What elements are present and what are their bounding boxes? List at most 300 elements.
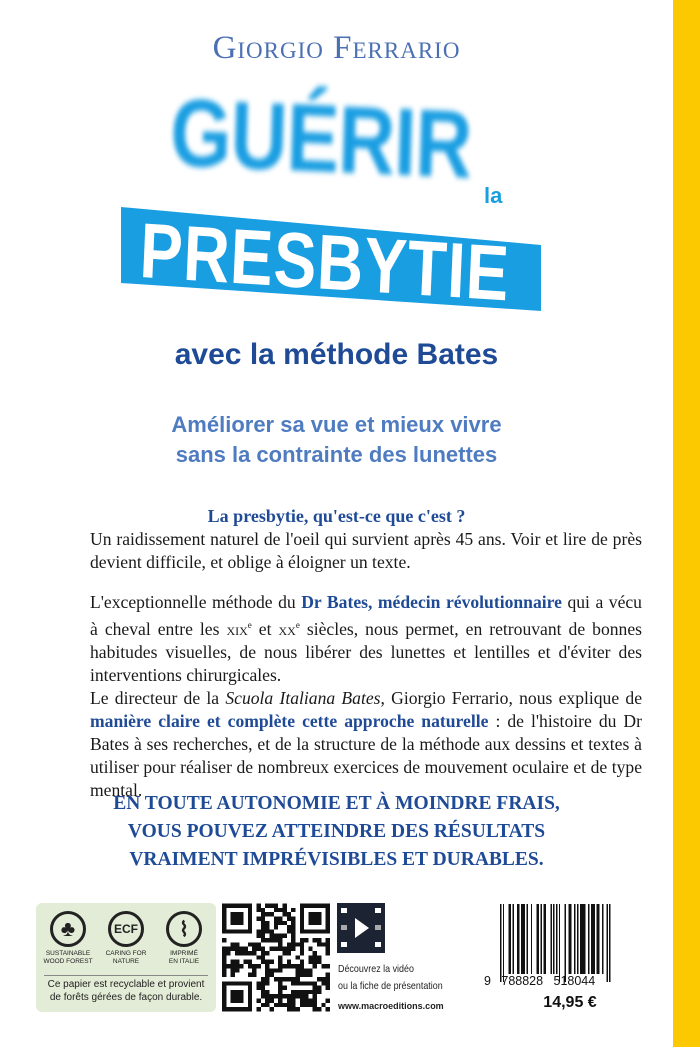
qr-module bbox=[244, 904, 248, 908]
century-numeral: xix bbox=[226, 618, 248, 639]
qr-module bbox=[278, 916, 282, 920]
qr-module bbox=[257, 981, 261, 985]
qr-module bbox=[304, 968, 308, 972]
qr-module bbox=[244, 981, 248, 985]
qr-module bbox=[291, 934, 295, 938]
qr-module bbox=[313, 938, 317, 942]
qr-module bbox=[295, 977, 299, 981]
qr-module bbox=[265, 999, 269, 1003]
qr-module bbox=[239, 1007, 243, 1011]
qr-module bbox=[313, 921, 317, 925]
qr-module bbox=[313, 955, 317, 959]
qr-module bbox=[274, 1003, 278, 1007]
qr-module bbox=[278, 960, 282, 964]
qr-module bbox=[317, 904, 321, 908]
qr-module bbox=[326, 912, 330, 916]
qr-module bbox=[239, 947, 243, 951]
qr-module bbox=[274, 916, 278, 920]
qr-module bbox=[226, 904, 230, 908]
qr-module bbox=[222, 908, 226, 912]
qr-module bbox=[282, 947, 286, 951]
qr-module bbox=[252, 951, 256, 955]
qr-module bbox=[282, 934, 286, 938]
qr-module bbox=[265, 951, 269, 955]
century-numeral: xx bbox=[278, 618, 296, 639]
badge-label: EN ITALIE bbox=[168, 957, 200, 965]
qr-module bbox=[257, 999, 261, 1003]
qr-module bbox=[222, 981, 226, 985]
qr-module bbox=[313, 1003, 317, 1007]
barcode-bar bbox=[591, 904, 595, 974]
qr-module bbox=[282, 977, 286, 981]
qr-module bbox=[248, 921, 252, 925]
qr-module bbox=[274, 968, 278, 972]
qr-module bbox=[239, 981, 243, 985]
qr-module bbox=[291, 938, 295, 942]
video-film-icon[interactable] bbox=[337, 903, 385, 953]
qr-module bbox=[308, 973, 312, 977]
qr-module bbox=[270, 968, 274, 972]
qr-module bbox=[226, 947, 230, 951]
qr-module bbox=[222, 921, 226, 925]
qr-module bbox=[265, 960, 269, 964]
barcode-bar bbox=[500, 904, 501, 982]
qr-module bbox=[308, 916, 312, 920]
qr-module bbox=[326, 999, 330, 1003]
qr-module bbox=[222, 912, 226, 916]
badge-label: WOOD FOREST bbox=[43, 957, 93, 965]
qr-module bbox=[287, 1003, 291, 1007]
qr-module bbox=[270, 904, 274, 908]
qr-module bbox=[291, 994, 295, 998]
qr-module bbox=[244, 960, 248, 964]
qr-module bbox=[265, 973, 269, 977]
qr-module bbox=[270, 912, 274, 916]
qr-module bbox=[308, 904, 312, 908]
qr-module bbox=[291, 921, 295, 925]
qr-module bbox=[308, 929, 312, 933]
barcode-bar bbox=[574, 904, 575, 974]
qr-module bbox=[248, 960, 252, 964]
qr-module bbox=[248, 951, 252, 955]
qr-module bbox=[317, 955, 321, 959]
qr-module bbox=[287, 960, 291, 964]
qr-module bbox=[222, 986, 226, 990]
subtitle: avec la méthode Bates bbox=[174, 338, 499, 371]
title-line2: PRESBYTIE bbox=[138, 205, 512, 318]
qr-module bbox=[300, 921, 304, 925]
qr-module bbox=[291, 977, 295, 981]
title-connector: la bbox=[484, 183, 503, 208]
qr-module bbox=[244, 947, 248, 951]
qr-module bbox=[278, 981, 282, 985]
superscript: e bbox=[295, 620, 300, 630]
qr-module bbox=[308, 990, 312, 994]
qr-module bbox=[313, 951, 317, 955]
qr-module bbox=[248, 908, 252, 912]
qr-module bbox=[244, 951, 248, 955]
qr-module bbox=[252, 964, 256, 968]
qr-module bbox=[235, 981, 239, 985]
qr-module bbox=[248, 916, 252, 920]
tagline-line: sans la contrainte des lunettes bbox=[175, 442, 498, 467]
badge-ecf bbox=[98, 911, 154, 965]
qr-module bbox=[222, 968, 226, 972]
qr-module bbox=[270, 929, 274, 933]
isbn-number: 9 788828 518044 bbox=[484, 974, 596, 988]
qr-module bbox=[295, 981, 299, 985]
qr-module bbox=[274, 925, 278, 929]
qr-module bbox=[321, 929, 325, 933]
closing-line: VOUS POUVEZ ATTEINDRE DES RÉSULTATS bbox=[127, 821, 546, 842]
qr-module bbox=[321, 942, 325, 946]
qr-module bbox=[231, 912, 235, 916]
qr-module bbox=[282, 921, 286, 925]
barcode-bar bbox=[588, 904, 589, 974]
qr-module bbox=[222, 929, 226, 933]
qr-module bbox=[300, 994, 304, 998]
qr-module bbox=[235, 929, 239, 933]
qr-module bbox=[239, 990, 243, 994]
qr-module bbox=[304, 929, 308, 933]
qr-module bbox=[287, 925, 291, 929]
qr-module bbox=[257, 947, 261, 951]
barcode-bar bbox=[508, 904, 511, 974]
qr-module bbox=[239, 921, 243, 925]
qr-module bbox=[226, 1007, 230, 1011]
qr-module bbox=[261, 951, 265, 955]
qr-module bbox=[270, 938, 274, 942]
qr-module bbox=[304, 904, 308, 908]
qr-module bbox=[231, 1007, 235, 1011]
qr-module bbox=[326, 1007, 330, 1011]
qr-module bbox=[235, 947, 239, 951]
badge-label: IMPRIMÉ bbox=[170, 950, 198, 957]
qr-module bbox=[248, 964, 252, 968]
qr-module bbox=[313, 1007, 317, 1011]
qr-module bbox=[265, 981, 269, 985]
qr-module bbox=[274, 938, 278, 942]
qr-module bbox=[265, 925, 269, 929]
qr-module bbox=[252, 942, 256, 946]
ecf-icon: ECF bbox=[108, 911, 144, 947]
qr-module bbox=[304, 973, 308, 977]
qr-module bbox=[291, 999, 295, 1003]
qr-module bbox=[317, 986, 321, 990]
qr-module bbox=[278, 999, 282, 1003]
qr-module bbox=[261, 908, 265, 912]
qr-module bbox=[291, 1003, 295, 1007]
text: Le directeur de la bbox=[90, 687, 226, 708]
qr-module bbox=[248, 981, 252, 985]
qr-module bbox=[278, 908, 282, 912]
qr-module bbox=[287, 912, 291, 916]
qr-module bbox=[274, 994, 278, 998]
qr-module bbox=[300, 912, 304, 916]
qr-module bbox=[278, 955, 282, 959]
title-line1: GUÉRIR bbox=[168, 78, 474, 199]
section-question: La presbytie, qu'est-ce que c'est ? bbox=[207, 506, 466, 526]
qr-module bbox=[257, 955, 261, 959]
qr-module bbox=[282, 994, 286, 998]
badge-label: SUSTAINABLE bbox=[45, 950, 91, 957]
barcode-bar bbox=[606, 904, 607, 982]
qr-module bbox=[313, 990, 317, 994]
text: , Giorgio Ferrario, nous explique de bbox=[380, 687, 643, 708]
qr-module bbox=[278, 994, 282, 998]
qr-module bbox=[295, 955, 299, 959]
qr-module bbox=[235, 942, 239, 946]
tagline bbox=[0, 410, 673, 470]
qr-module bbox=[295, 942, 299, 946]
qr-module bbox=[226, 964, 230, 968]
eco-label-box bbox=[36, 903, 216, 1012]
qr-module bbox=[252, 968, 256, 972]
qr-module bbox=[252, 947, 256, 951]
qr-module bbox=[248, 912, 252, 916]
qr-module bbox=[317, 912, 321, 916]
qr-module bbox=[326, 951, 330, 955]
qr-module bbox=[274, 977, 278, 981]
qr-module bbox=[222, 1007, 226, 1011]
author-name: Giorgio Ferrario bbox=[212, 30, 461, 66]
qr-module bbox=[278, 921, 282, 925]
qr-module bbox=[222, 925, 226, 929]
qr-module bbox=[261, 916, 265, 920]
qr-module bbox=[304, 981, 308, 985]
barcode-bar bbox=[543, 904, 546, 974]
barcode-bar bbox=[569, 904, 572, 974]
qr-module bbox=[231, 942, 235, 946]
qr-module bbox=[313, 981, 317, 985]
qr-module bbox=[226, 951, 230, 955]
qr-module bbox=[235, 994, 239, 998]
qr-module bbox=[239, 912, 243, 916]
qr-module bbox=[300, 968, 304, 972]
video-text: Découvrez la vidéo bbox=[338, 963, 414, 975]
qr-module bbox=[231, 994, 235, 998]
qr-module bbox=[278, 938, 282, 942]
qr-module bbox=[300, 916, 304, 920]
qr-module bbox=[261, 994, 265, 998]
closing-line: VRAIMENT IMPRÉVISIBLES ET DURABLES. bbox=[129, 849, 544, 870]
qr-module bbox=[321, 964, 325, 968]
qr-module bbox=[326, 916, 330, 920]
qr-module bbox=[278, 968, 282, 972]
qr-module bbox=[239, 994, 243, 998]
qr-module bbox=[270, 960, 274, 964]
qr-module bbox=[287, 916, 291, 920]
barcode-bar bbox=[553, 904, 554, 974]
qr-module bbox=[270, 947, 274, 951]
qr-module bbox=[244, 1007, 248, 1011]
qr-module bbox=[235, 951, 239, 955]
barcode-bar bbox=[531, 904, 532, 974]
qr-module bbox=[282, 908, 286, 912]
qr-module bbox=[308, 999, 312, 1003]
barcode-bar bbox=[513, 904, 514, 974]
qr-module bbox=[265, 964, 269, 968]
qr-module bbox=[222, 904, 226, 908]
qr-module bbox=[291, 908, 295, 912]
qr-module bbox=[222, 916, 226, 920]
qr-module bbox=[235, 999, 239, 1003]
qr-module bbox=[321, 1003, 325, 1007]
qr-module bbox=[265, 921, 269, 925]
qr-module bbox=[317, 977, 321, 981]
qr-module bbox=[248, 999, 252, 1003]
qr-module bbox=[257, 942, 261, 946]
qr-module bbox=[239, 916, 243, 920]
qr-module bbox=[317, 990, 321, 994]
qr-module bbox=[235, 904, 239, 908]
paragraph-method bbox=[90, 591, 642, 802]
badge-sustainable bbox=[40, 911, 96, 965]
qr-module bbox=[326, 921, 330, 925]
qr-module bbox=[282, 964, 286, 968]
qr-module bbox=[287, 1007, 291, 1011]
qr-module bbox=[257, 908, 261, 912]
qr-module bbox=[239, 929, 243, 933]
qr-module bbox=[222, 938, 226, 942]
qr-module bbox=[278, 977, 282, 981]
qr-module bbox=[313, 999, 317, 1003]
qr-module bbox=[261, 921, 265, 925]
qr-module bbox=[295, 973, 299, 977]
barcode-bar bbox=[564, 904, 565, 982]
qr-module bbox=[308, 955, 312, 959]
qr-module bbox=[261, 947, 265, 951]
qr-module bbox=[291, 1007, 295, 1011]
qr-module bbox=[235, 964, 239, 968]
qr-module bbox=[222, 1003, 226, 1007]
qr-module bbox=[313, 960, 317, 964]
qr-module bbox=[231, 916, 235, 920]
qr-module bbox=[261, 1003, 265, 1007]
closing-line: EN TOUTE AUTONOMIE ET À MOINDRE FRAIS, bbox=[113, 793, 560, 814]
italy-icon: ⌇ bbox=[166, 911, 202, 947]
eco-text-line: Ce papier est recyclable et provient bbox=[47, 979, 205, 990]
qr-module bbox=[300, 1003, 304, 1007]
qr-module bbox=[287, 951, 291, 955]
school-name: Scuola Italiana Bates bbox=[225, 687, 381, 708]
barcode-bar bbox=[541, 904, 542, 974]
qr-module bbox=[300, 973, 304, 977]
qr-module bbox=[326, 908, 330, 912]
barcode-bar bbox=[602, 904, 603, 974]
qr-module bbox=[274, 934, 278, 938]
qr-module bbox=[295, 968, 299, 972]
badge-italy bbox=[156, 911, 212, 965]
qr-module bbox=[270, 1007, 274, 1011]
qr-module bbox=[248, 942, 252, 946]
qr-code[interactable] bbox=[222, 903, 330, 1012]
qr-module bbox=[278, 942, 282, 946]
qr-module bbox=[235, 990, 239, 994]
qr-module bbox=[304, 938, 308, 942]
qr-module bbox=[308, 921, 312, 925]
qr-module bbox=[261, 938, 265, 942]
qr-module bbox=[291, 942, 295, 946]
qr-module bbox=[282, 986, 286, 990]
qr-module bbox=[231, 960, 235, 964]
qr-module bbox=[261, 977, 265, 981]
qr-module bbox=[326, 929, 330, 933]
qr-module bbox=[235, 1007, 239, 1011]
qr-module bbox=[317, 938, 321, 942]
qr-module bbox=[282, 904, 286, 908]
qr-module bbox=[231, 999, 235, 1003]
qr-module bbox=[291, 929, 295, 933]
qr-module bbox=[300, 938, 304, 942]
qr-module bbox=[278, 934, 282, 938]
qr-module bbox=[252, 973, 256, 977]
highlight-text: Dr Bates, médecin révolutionnaire bbox=[301, 592, 562, 612]
qr-module bbox=[261, 990, 265, 994]
qr-module bbox=[287, 964, 291, 968]
barcode-bar bbox=[517, 904, 520, 974]
qr-module bbox=[257, 986, 261, 990]
qr-module bbox=[287, 977, 291, 981]
qr-module bbox=[239, 904, 243, 908]
qr-module bbox=[222, 999, 226, 1003]
publisher-url[interactable]: www.macroeditions.com bbox=[338, 1001, 444, 1011]
text: siècles, nous permet, en retrouvant de bonnes habitudes visuelles, de nous libérer des lunettes et lentilles et d'éviter des interventions chirurgicales. bbox=[90, 618, 643, 685]
qr-module bbox=[235, 916, 239, 920]
qr-module bbox=[300, 925, 304, 929]
qr-module bbox=[248, 929, 252, 933]
qr-module bbox=[287, 942, 291, 946]
qr-module bbox=[278, 1003, 282, 1007]
qr-module bbox=[313, 929, 317, 933]
qr-module bbox=[300, 981, 304, 985]
qr-module bbox=[244, 929, 248, 933]
qr-module bbox=[295, 1007, 299, 1011]
qr-module bbox=[313, 912, 317, 916]
qr-module bbox=[300, 904, 304, 908]
qr-module bbox=[231, 990, 235, 994]
qr-module bbox=[239, 999, 243, 1003]
qr-module bbox=[313, 964, 317, 968]
qr-module bbox=[265, 1003, 269, 1007]
qr-module bbox=[274, 904, 278, 908]
qr-module bbox=[300, 908, 304, 912]
text: qui a vécu à cheval entre les bbox=[90, 592, 642, 639]
qr-module bbox=[300, 964, 304, 968]
qr-module bbox=[308, 981, 312, 985]
qr-module bbox=[248, 925, 252, 929]
qr-module bbox=[231, 973, 235, 977]
qr-module bbox=[287, 929, 291, 933]
qr-module bbox=[235, 960, 239, 964]
qr-module bbox=[326, 925, 330, 929]
qr-module bbox=[282, 1003, 286, 1007]
qr-module bbox=[270, 934, 274, 938]
barcode-bar bbox=[527, 904, 528, 974]
superscript: e bbox=[247, 620, 252, 630]
qr-module bbox=[261, 929, 265, 933]
qr-module bbox=[274, 947, 278, 951]
qr-module bbox=[274, 921, 278, 925]
qr-module bbox=[261, 934, 265, 938]
qr-module bbox=[257, 1007, 261, 1011]
barcode-bar bbox=[556, 904, 557, 974]
qr-module bbox=[300, 947, 304, 951]
qr-module bbox=[265, 904, 269, 908]
qr-module bbox=[278, 964, 282, 968]
qr-module bbox=[300, 960, 304, 964]
qr-module bbox=[222, 973, 226, 977]
